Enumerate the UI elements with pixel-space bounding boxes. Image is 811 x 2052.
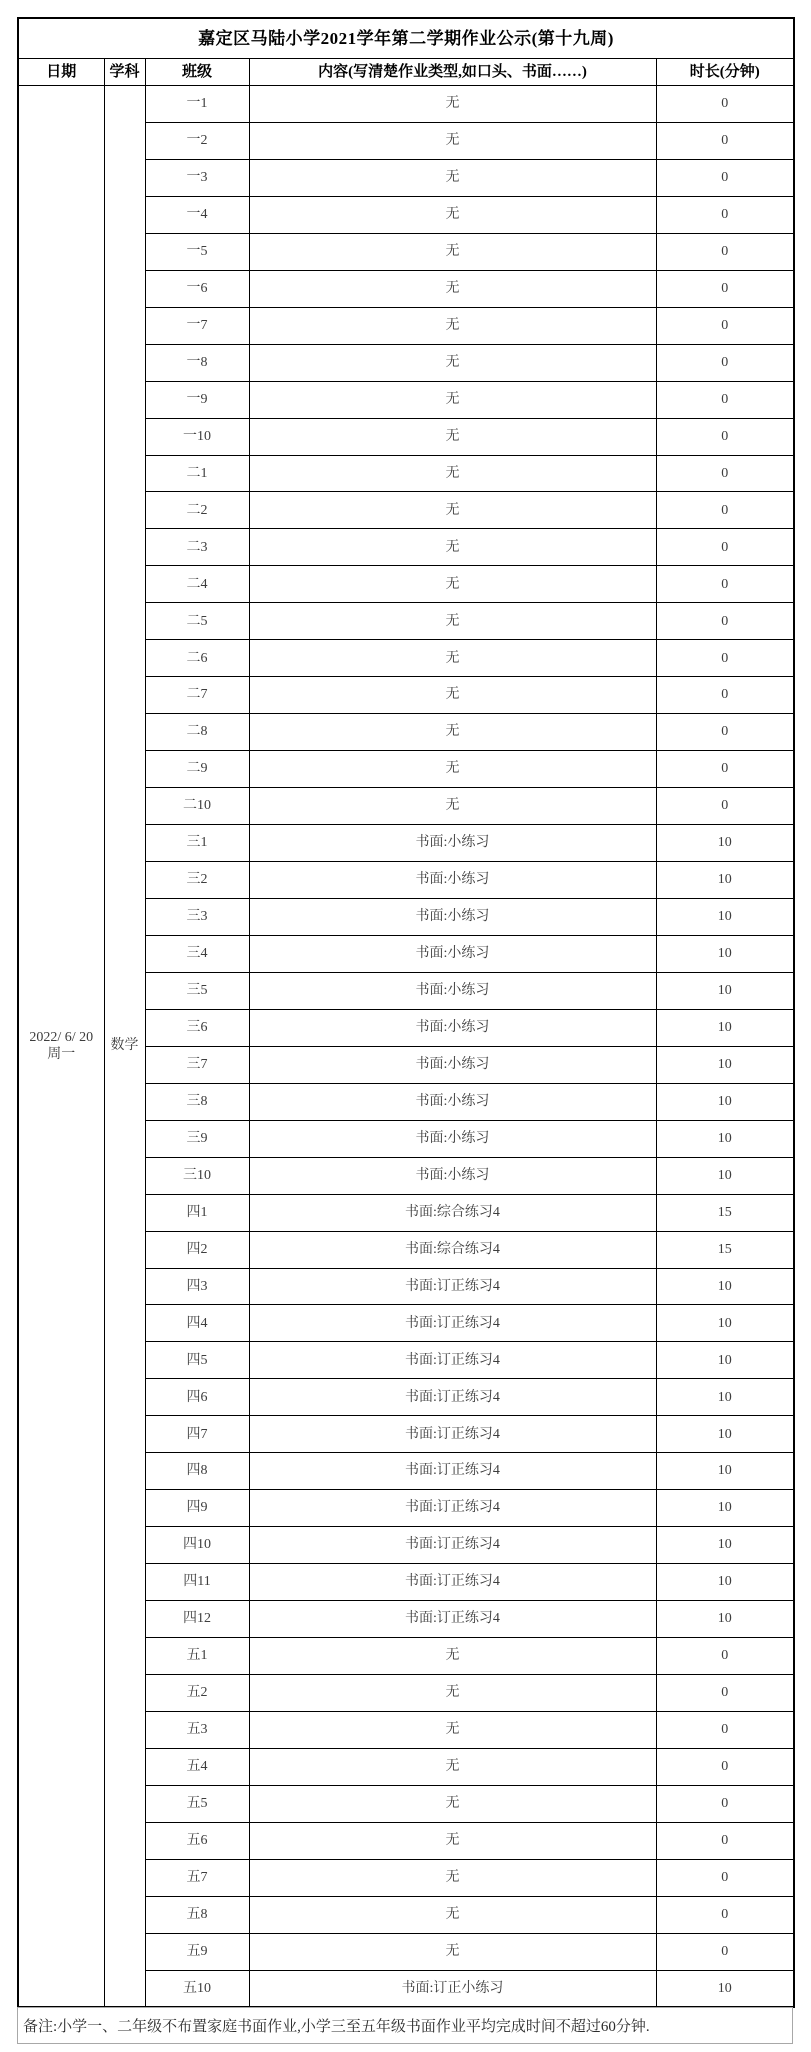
duration-cell: 0 (656, 196, 794, 233)
duration-cell: 10 (656, 1490, 794, 1527)
content-cell: 书面:小练习 (249, 1046, 656, 1083)
content-cell: 无 (249, 492, 656, 529)
content-cell: 书面:订正练习4 (249, 1601, 656, 1638)
content-cell: 无 (249, 233, 656, 270)
duration-cell: 0 (656, 1822, 794, 1859)
duration-cell: 0 (656, 270, 794, 307)
class-cell: 一5 (145, 233, 249, 270)
column-header-content: 内容(写清楚作业类型,如口头、书面……) (249, 59, 656, 86)
content-cell: 无 (249, 159, 656, 196)
content-cell: 无 (249, 1638, 656, 1675)
duration-cell: 10 (656, 1453, 794, 1490)
content-cell: 无 (249, 751, 656, 788)
content-cell: 无 (249, 714, 656, 751)
class-cell: 二3 (145, 529, 249, 566)
class-cell: 四1 (145, 1194, 249, 1231)
content-cell: 无 (249, 1822, 656, 1859)
content-cell: 书面:订正小练习 (249, 1970, 656, 2007)
class-cell: 五6 (145, 1822, 249, 1859)
class-cell: 四2 (145, 1231, 249, 1268)
class-cell: 五4 (145, 1748, 249, 1785)
duration-cell: 10 (656, 935, 794, 972)
class-cell: 五10 (145, 1970, 249, 2007)
class-cell: 四8 (145, 1453, 249, 1490)
duration-cell: 0 (656, 344, 794, 381)
duration-cell: 0 (656, 1748, 794, 1785)
class-cell: 四5 (145, 1342, 249, 1379)
class-cell: 二6 (145, 640, 249, 677)
duration-cell: 10 (656, 1120, 794, 1157)
class-cell: 二7 (145, 677, 249, 714)
duration-cell: 10 (656, 1009, 794, 1046)
class-cell: 一8 (145, 344, 249, 381)
class-cell: 四10 (145, 1527, 249, 1564)
content-cell: 无 (249, 677, 656, 714)
duration-cell: 0 (656, 1638, 794, 1675)
duration-cell: 10 (656, 1416, 794, 1453)
content-cell: 无 (249, 1748, 656, 1785)
content-cell: 书面:订正练习4 (249, 1379, 656, 1416)
content-cell: 无 (249, 1896, 656, 1933)
duration-cell: 0 (656, 566, 794, 603)
duration-cell: 0 (656, 529, 794, 566)
class-cell: 五9 (145, 1933, 249, 1970)
date-value: 2022/ 6/ 20 (29, 1029, 94, 1045)
content-cell: 书面:小练习 (249, 1083, 656, 1120)
content-cell: 书面:小练习 (249, 862, 656, 899)
table-row (18, 86, 794, 123)
duration-cell: 0 (656, 122, 794, 159)
duration-cell: 10 (656, 898, 794, 935)
class-cell: 三5 (145, 972, 249, 1009)
duration-cell: 10 (656, 1527, 794, 1564)
table-title-row (18, 18, 794, 59)
content-cell: 书面:订正练习4 (249, 1305, 656, 1342)
footnote-text: 备注:小学一、二年级不布置家庭书面作业,小学三至五年级书面作业平均完成时间不超过60分钟. (23, 2019, 650, 2035)
footnote (17, 2007, 793, 2044)
content-cell: 书面:小练习 (249, 972, 656, 1009)
class-cell: 三8 (145, 1083, 249, 1120)
content-cell: 无 (249, 418, 656, 455)
content-cell: 无 (249, 1933, 656, 1970)
duration-cell: 0 (656, 418, 794, 455)
content-cell: 无 (249, 381, 656, 418)
content-cell: 书面:订正练习4 (249, 1268, 656, 1305)
class-cell: 五7 (145, 1859, 249, 1896)
content-cell: 无 (249, 307, 656, 344)
content-cell: 书面:订正练习4 (249, 1490, 656, 1527)
duration-cell: 0 (656, 1674, 794, 1711)
content-cell: 无 (249, 603, 656, 640)
column-header-subject: 学科 (104, 59, 145, 86)
class-cell: 二8 (145, 714, 249, 751)
class-cell: 一1 (145, 86, 249, 123)
duration-cell: 10 (656, 1083, 794, 1120)
content-cell: 无 (249, 1785, 656, 1822)
duration-cell: 10 (656, 1601, 794, 1638)
class-cell: 二5 (145, 603, 249, 640)
content-cell: 无 (249, 270, 656, 307)
content-cell: 无 (249, 344, 656, 381)
duration-cell: 15 (656, 1231, 794, 1268)
class-cell: 五3 (145, 1711, 249, 1748)
weekday-value: 周一 (47, 1047, 76, 1063)
duration-cell: 0 (656, 233, 794, 270)
content-cell: 书面:小练习 (249, 1120, 656, 1157)
subject-cell: 数学 (104, 86, 145, 2008)
content-cell: 书面:小练习 (249, 825, 656, 862)
content-cell: 书面:小练习 (249, 898, 656, 935)
class-cell: 四6 (145, 1379, 249, 1416)
content-cell: 书面:综合练习4 (249, 1231, 656, 1268)
class-cell: 一10 (145, 418, 249, 455)
class-cell: 三10 (145, 1157, 249, 1194)
duration-cell: 15 (656, 1194, 794, 1231)
content-cell: 书面:小练习 (249, 1009, 656, 1046)
class-cell: 三2 (145, 862, 249, 899)
class-cell: 五2 (145, 1674, 249, 1711)
duration-cell: 0 (656, 714, 794, 751)
class-cell: 三9 (145, 1120, 249, 1157)
content-cell: 无 (249, 455, 656, 492)
duration-cell: 0 (656, 1896, 794, 1933)
duration-cell: 10 (656, 972, 794, 1009)
column-header-class: 班级 (145, 59, 249, 86)
content-cell: 无 (249, 566, 656, 603)
class-cell: 二10 (145, 788, 249, 825)
duration-cell: 0 (656, 640, 794, 677)
class-cell: 四3 (145, 1268, 249, 1305)
content-cell: 无 (249, 86, 656, 123)
content-cell: 无 (249, 1859, 656, 1896)
content-cell: 书面:小练习 (249, 1157, 656, 1194)
table-header-row (18, 59, 794, 86)
duration-cell: 0 (656, 381, 794, 418)
duration-cell: 10 (656, 1379, 794, 1416)
content-cell: 书面:综合练习4 (249, 1194, 656, 1231)
table-body (18, 86, 794, 2008)
content-cell: 书面:订正练习4 (249, 1453, 656, 1490)
duration-cell: 10 (656, 1564, 794, 1601)
class-cell: 五1 (145, 1638, 249, 1675)
class-cell: 四9 (145, 1490, 249, 1527)
duration-cell: 10 (656, 825, 794, 862)
duration-cell: 0 (656, 1785, 794, 1822)
content-cell: 无 (249, 788, 656, 825)
class-cell: 一3 (145, 159, 249, 196)
content-cell: 无 (249, 640, 656, 677)
duration-cell: 10 (656, 1342, 794, 1379)
class-cell: 三3 (145, 898, 249, 935)
page-title: 嘉定区马陆小学2021学年第二学期作业公示(第十九周) (18, 18, 794, 59)
class-cell: 四11 (145, 1564, 249, 1601)
class-cell: 二2 (145, 492, 249, 529)
class-cell: 三1 (145, 825, 249, 862)
duration-cell: 10 (656, 1970, 794, 2007)
content-cell: 书面:小练习 (249, 935, 656, 972)
homework-table (17, 17, 795, 2008)
duration-cell: 0 (656, 159, 794, 196)
duration-cell: 0 (656, 677, 794, 714)
class-cell: 一6 (145, 270, 249, 307)
content-cell: 无 (249, 196, 656, 233)
column-header-date: 日期 (18, 59, 104, 86)
duration-cell: 10 (656, 862, 794, 899)
class-cell: 二1 (145, 455, 249, 492)
class-cell: 三6 (145, 1009, 249, 1046)
class-cell: 二4 (145, 566, 249, 603)
duration-cell: 10 (656, 1157, 794, 1194)
duration-cell: 0 (656, 1711, 794, 1748)
content-cell: 无 (249, 1674, 656, 1711)
duration-cell: 10 (656, 1046, 794, 1083)
class-cell: 四4 (145, 1305, 249, 1342)
content-cell: 无 (249, 529, 656, 566)
duration-cell: 0 (656, 455, 794, 492)
content-cell: 书面:订正练习4 (249, 1342, 656, 1379)
class-cell: 一4 (145, 196, 249, 233)
duration-cell: 0 (656, 788, 794, 825)
duration-cell: 0 (656, 492, 794, 529)
class-cell: 三4 (145, 935, 249, 972)
duration-cell: 10 (656, 1268, 794, 1305)
content-cell: 书面:订正练习4 (249, 1416, 656, 1453)
duration-cell: 10 (656, 1305, 794, 1342)
duration-cell: 0 (656, 1933, 794, 1970)
class-cell: 一7 (145, 307, 249, 344)
class-cell: 二9 (145, 751, 249, 788)
duration-cell: 0 (656, 1859, 794, 1896)
class-cell: 四12 (145, 1601, 249, 1638)
class-cell: 一2 (145, 122, 249, 159)
content-cell: 无 (249, 1711, 656, 1748)
class-cell: 一9 (145, 381, 249, 418)
class-cell: 三7 (145, 1046, 249, 1083)
class-cell: 五5 (145, 1785, 249, 1822)
duration-cell: 0 (656, 307, 794, 344)
content-cell: 书面:订正练习4 (249, 1527, 656, 1564)
duration-cell: 0 (656, 751, 794, 788)
duration-cell: 0 (656, 86, 794, 123)
column-header-duration: 时长(分钟) (656, 59, 794, 86)
class-cell: 四7 (145, 1416, 249, 1453)
duration-cell: 0 (656, 603, 794, 640)
date-cell (18, 86, 104, 2008)
class-cell: 五8 (145, 1896, 249, 1933)
content-cell: 无 (249, 122, 656, 159)
content-cell: 书面:订正练习4 (249, 1564, 656, 1601)
